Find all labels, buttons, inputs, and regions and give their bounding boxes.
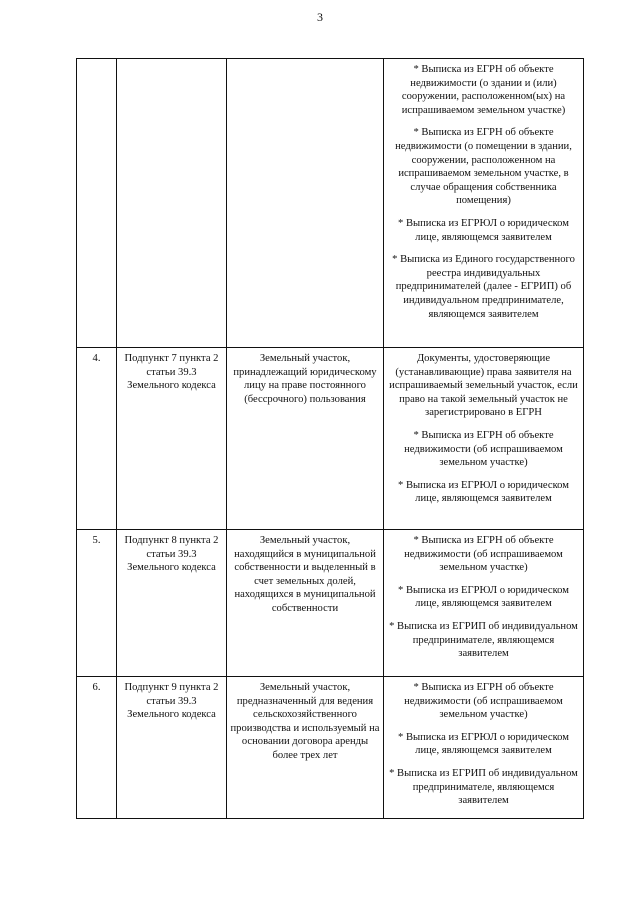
document-item: * Выписка из ЕГРН об объекте недвижимости (об испрашиваемом земельном участке) bbox=[404, 682, 563, 721]
land-plot-description bbox=[227, 59, 384, 348]
land-plot-description: Земельный участок, находящийся в муниципальной собственности и выделенный в счет земельных долей, находящихся в муниципальной собственности bbox=[227, 530, 384, 677]
table-row bbox=[77, 530, 584, 677]
required-documents bbox=[384, 530, 584, 677]
documents-table bbox=[76, 58, 584, 819]
legal-basis: Подпункт 8 пункта 2 статьи 39.3 Земельного кодекса bbox=[117, 530, 227, 677]
row-number: 6. bbox=[77, 677, 117, 819]
legal-basis: Подпункт 7 пункта 2 статьи 39.3 Земельного кодекса bbox=[117, 348, 227, 530]
document-item: * Выписка из ЕГРИП об индивидуальном предпринимателе, являющемся заявителем bbox=[389, 620, 578, 660]
row-number: 4. bbox=[77, 348, 117, 530]
table-row bbox=[77, 348, 584, 530]
document-item: Документы, удостоверяющие (устанавливающие) права заявителя на испрашиваемый земельный участок, если право на такой земельный участок не зарегистрировано в ЕГРН bbox=[389, 353, 578, 419]
document-item: * Выписка из ЕГРЮЛ о юридическом лице, являющемся заявителем bbox=[398, 731, 569, 757]
document-item: * Выписка из ЕГРЮЛ о юридическом лице, являющемся заявителем bbox=[398, 479, 569, 505]
legal-basis bbox=[117, 59, 227, 348]
document-item: * Выписка из ЕГРН об объекте недвижимости (о здании и (или) сооружении, расположенном(ых) на испрашиваемом земельном участке) bbox=[401, 64, 566, 116]
land-plot-description: Земельный участок, предназначенный для ведения сельскохозяйственного производства и используемый на основании договора аренды более трех лет bbox=[227, 677, 384, 819]
page-number: 3 bbox=[317, 10, 323, 24]
document-item: * Выписка из ЕГРН об объекте недвижимости (об испрашиваемом земельном участке) bbox=[404, 535, 563, 574]
row-number bbox=[77, 59, 117, 348]
table-row bbox=[77, 59, 584, 348]
document-item: * Выписка из ЕГРИП об индивидуальном предпринимателе, являющемся заявителем bbox=[389, 767, 578, 807]
document-item: * Выписка из ЕГРН об объекте недвижимости (об испрашиваемом земельном участке) bbox=[404, 429, 563, 469]
land-plot-description: Земельный участок, принадлежащий юридическому лицу на праве постоянного (бессрочного) пользования bbox=[227, 348, 384, 530]
legal-basis: Подпункт 9 пункта 2 статьи 39.3 Земельного кодекса bbox=[117, 677, 227, 819]
row-number: 5. bbox=[77, 530, 117, 677]
document-item: * Выписка из ЕГРН об объекте недвижимости (о помещении в здании, сооружении, расположенном на испрашиваемом земельном участке, в случае обращения собственника помещения) bbox=[395, 127, 572, 207]
document-item: * Выписка из ЕГРЮЛ о юридическом лице, являющемся заявителем bbox=[398, 217, 569, 243]
document-item: * Выписка из Единого государственного реестра индивидуальных предпринимателей (далее - ЕГРИП) об индивидуальном предпринимателе, являющемся заявителем bbox=[392, 254, 575, 320]
required-documents bbox=[384, 59, 584, 348]
required-documents bbox=[384, 348, 584, 530]
document-item: * Выписка из ЕГРЮЛ о юридическом лице, являющемся заявителем bbox=[398, 584, 569, 610]
required-documents bbox=[384, 677, 584, 819]
table-row bbox=[77, 677, 584, 819]
